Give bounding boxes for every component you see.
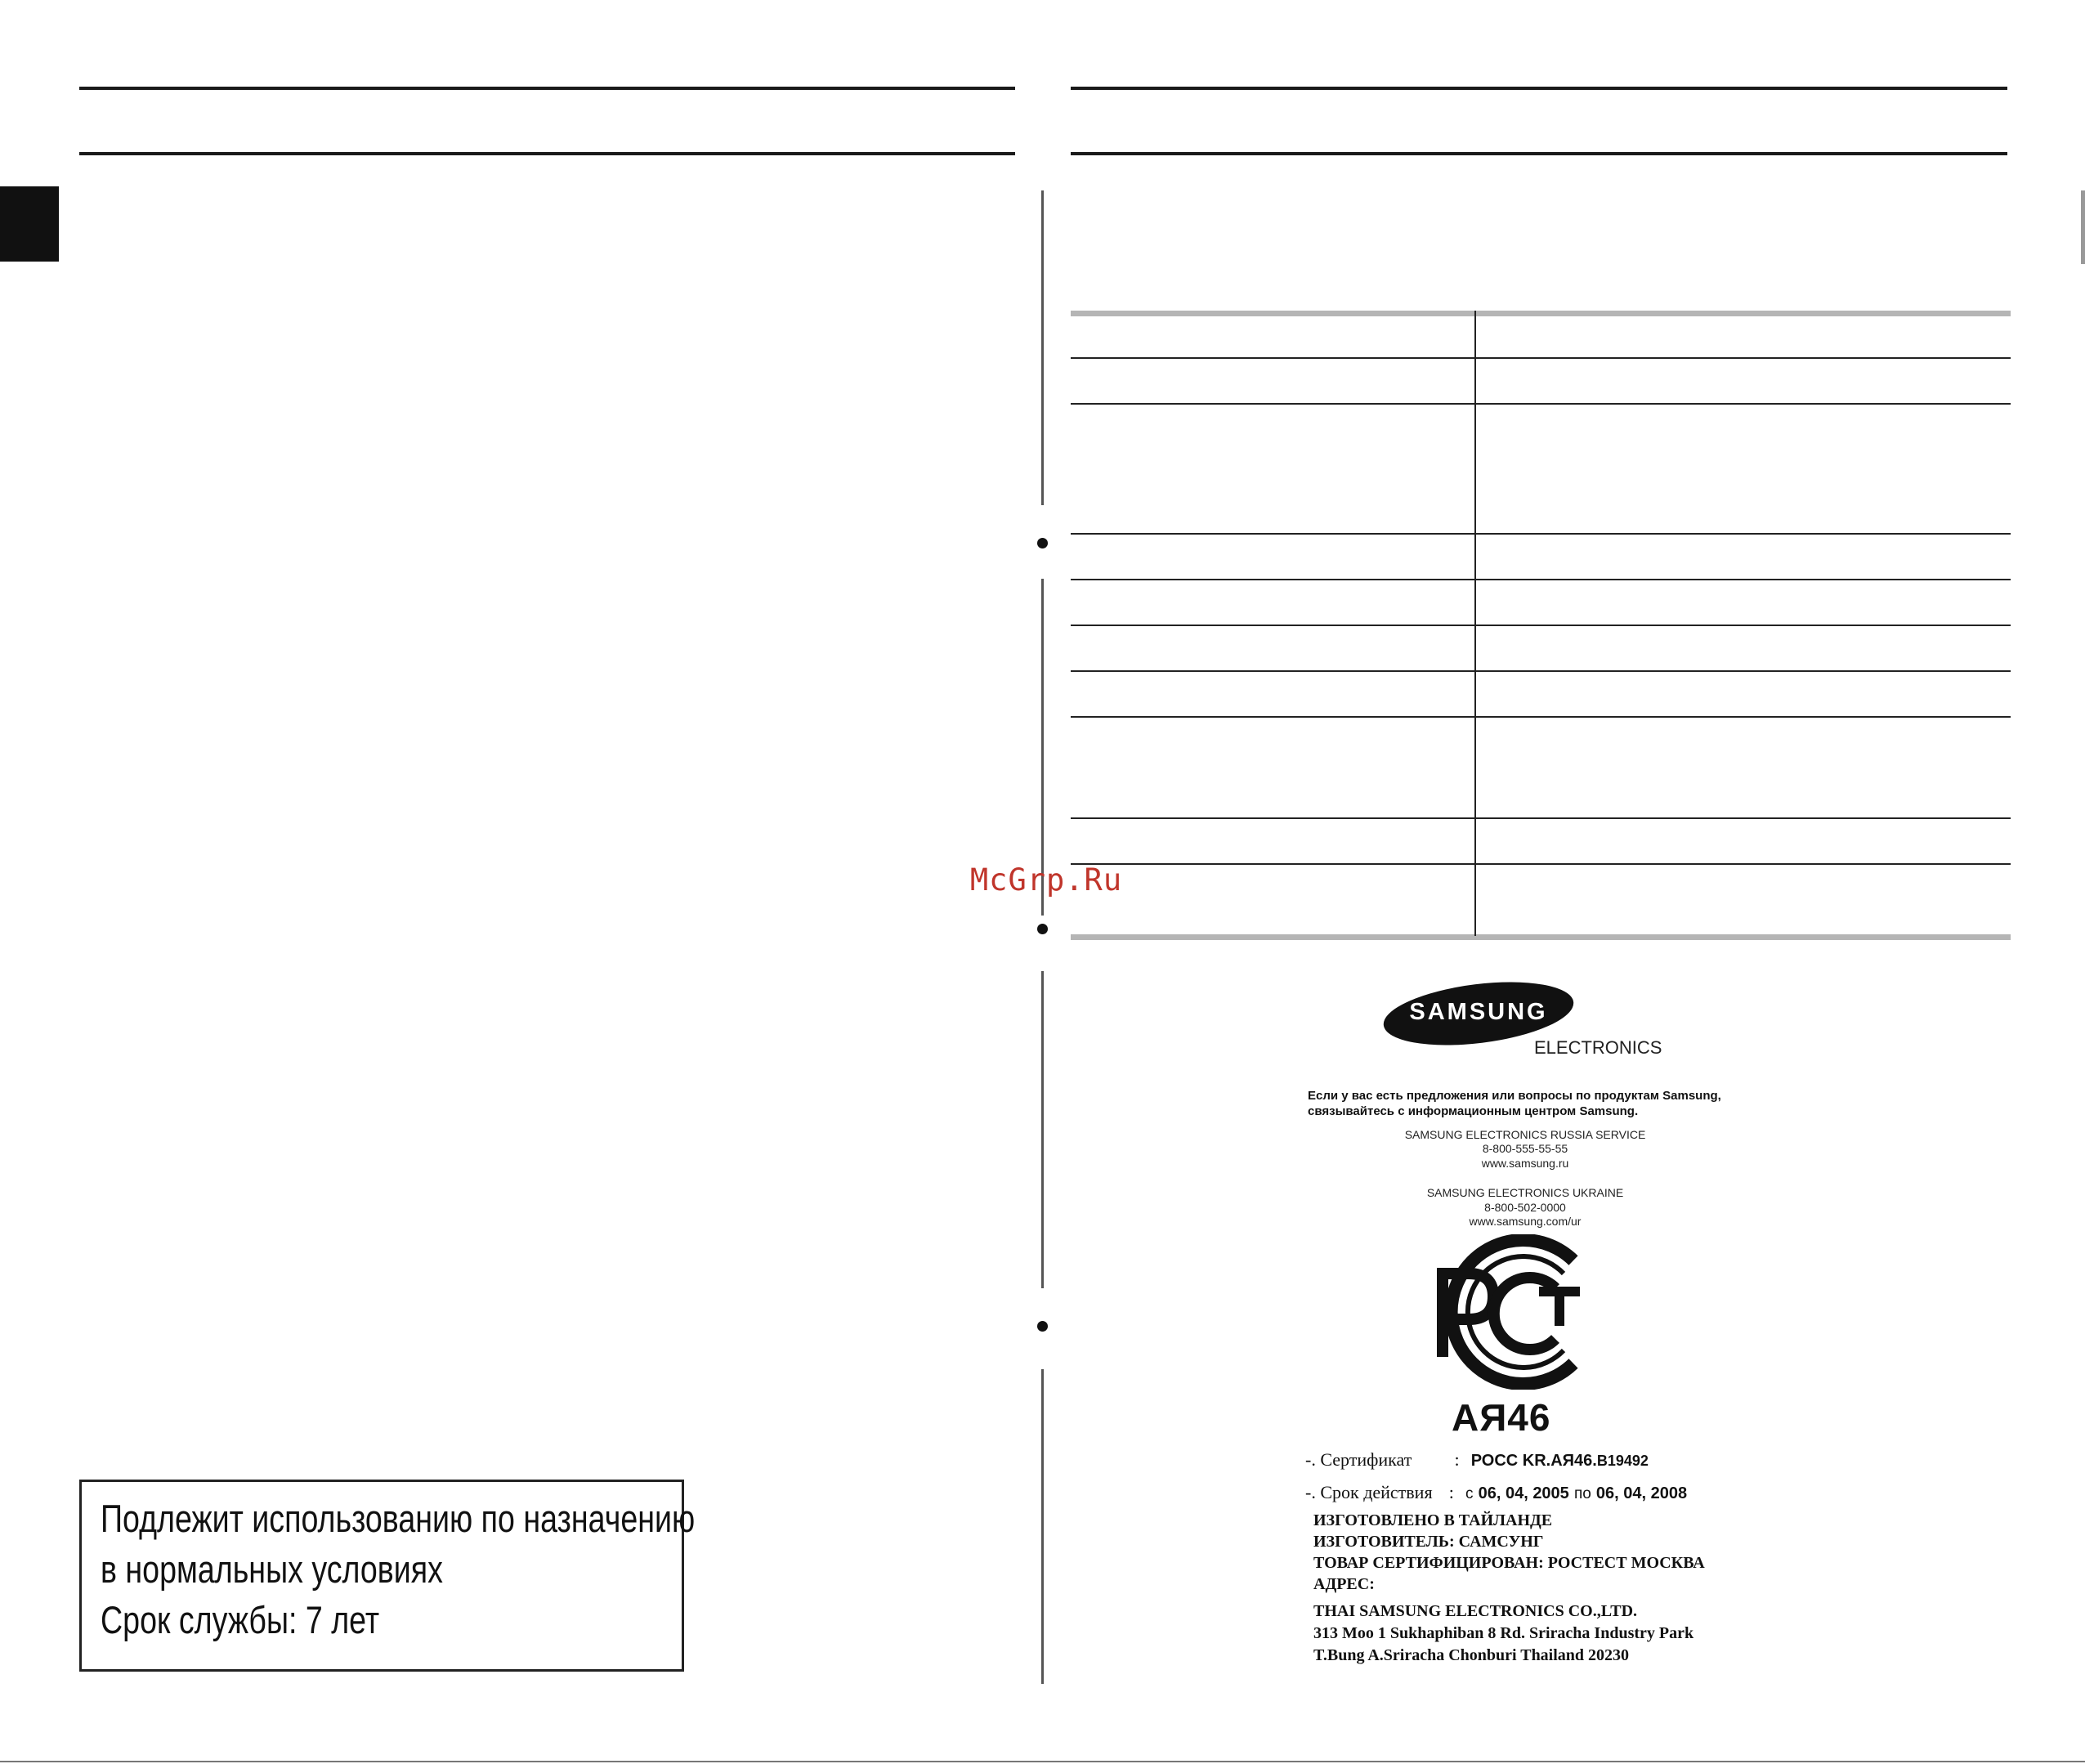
column-divider-segment-4	[1041, 1369, 1044, 1684]
spec-table-row-line	[1071, 670, 2011, 672]
spec-table-row-line	[1071, 579, 2011, 580]
notice-line-3: Срок службы: 7 лет	[101, 1598, 380, 1641]
electronics-label: ELECTRONICS	[1534, 1037, 1662, 1058]
ukraine-service-web: www.samsung.com/ur	[1469, 1215, 1582, 1228]
column-divider-dot-1	[1037, 538, 1048, 548]
validity-from-prefix: с	[1465, 1485, 1474, 1502]
ukraine-service-name: SAMSUNG ELECTRONICS UKRAINE	[1426, 1186, 1624, 1199]
certificate-number-prefix: РОСС KR.АЯ46.	[1470, 1452, 1597, 1470]
samsung-logo-text: SAMSUNG	[1409, 999, 1548, 1025]
contact-heading-line-2: связывайтесь с информационным центром Samsung.	[1308, 1104, 1639, 1118]
spec-table-row-line	[1071, 863, 2011, 865]
certificate-row	[1305, 1449, 1649, 1471]
pct-certification-mark	[1410, 1234, 1606, 1390]
spec-table-row-line	[1071, 357, 2011, 359]
spec-table-top-border	[1071, 311, 2011, 316]
russia-service-phone: 8-800-555-55-55	[1482, 1142, 1568, 1155]
watermark-text: McGrp.Ru	[969, 862, 1123, 898]
certificate-number-suffix: B19492	[1596, 1453, 1649, 1469]
column-divider-segment-3	[1041, 971, 1044, 1288]
right-header-rule-top	[1071, 87, 2007, 90]
left-header-rule-top	[79, 87, 1015, 90]
notice-line-2: в нормальных условиях	[101, 1547, 443, 1591]
manufacturer-made-in: ИЗГОТОВЛЕНО В ТАЙЛАНДЕ	[1313, 1511, 1553, 1529]
manufacturer-city: T.Bung A.Sriracha Chonburi Thailand 20230	[1313, 1646, 1630, 1664]
manufacturer-name: ИЗГОТОВИТЕЛЬ: САМСУНГ	[1313, 1533, 1544, 1551]
spec-table-row-line	[1071, 625, 2011, 626]
certification-body-code: АЯ46	[1452, 1396, 1551, 1439]
column-divider-dot-3	[1037, 1321, 1048, 1332]
validity-from-date: 06, 04, 2005	[1478, 1484, 1569, 1502]
right-header-rule-bottom	[1071, 152, 2007, 155]
spec-table-row-line	[1071, 817, 2011, 819]
spec-table-row-line	[1071, 716, 2011, 718]
contact-heading-line-1: Если у вас есть предложения или вопросы по продуктам Samsung,	[1308, 1089, 1721, 1103]
notice-line-1: Подлежит использованию по назначению	[101, 1497, 696, 1540]
russia-service-web: www.samsung.ru	[1481, 1157, 1569, 1170]
manufacturer-company: THAI SAMSUNG ELECTRONICS CO.,LTD.	[1313, 1602, 1638, 1620]
usage-notice-box	[79, 1480, 696, 1672]
validity-label: -. Срок действия	[1305, 1482, 1433, 1502]
ukraine-service-phone: 8-800-502-0000	[1484, 1201, 1566, 1214]
manufacturer-certified-by: ТОВАР СЕРТИФИЦИРОВАН: РОСТЕСТ МОСКВА	[1313, 1554, 1705, 1572]
manufacturer-address-label: АДРЕС:	[1313, 1575, 1375, 1593]
spec-table-row-line	[1071, 533, 2011, 535]
column-divider-dot-2	[1037, 924, 1048, 934]
pct-mark-icon	[1410, 1234, 1606, 1390]
page-bottom-edge	[0, 1761, 2085, 1762]
column-divider-segment-1	[1041, 190, 1044, 505]
certificate-label: -. Сертификат	[1305, 1449, 1412, 1470]
russia-service-name: SAMSUNG ELECTRONICS RUSSIA SERVICE	[1404, 1128, 1646, 1141]
spec-table-bottom-border	[1071, 934, 2011, 940]
validity-to-date: 06, 04, 2008	[1595, 1484, 1688, 1502]
validity-to-prefix: по	[1573, 1485, 1591, 1502]
chapter-tab-marker	[0, 186, 59, 262]
spec-table-column-divider	[1474, 311, 1476, 936]
right-edge-marker	[2081, 190, 2085, 264]
certificate-separator: :	[1454, 1449, 1460, 1470]
left-header-rule-bottom	[79, 152, 1015, 155]
spec-table-row-line	[1071, 403, 2011, 405]
validity-row	[1305, 1482, 1687, 1503]
validity-separator: :	[1448, 1482, 1454, 1502]
manufacturer-street: 313 Moo 1 Sukhaphiban 8 Rd. Sriracha Industry Park	[1313, 1624, 1694, 1642]
